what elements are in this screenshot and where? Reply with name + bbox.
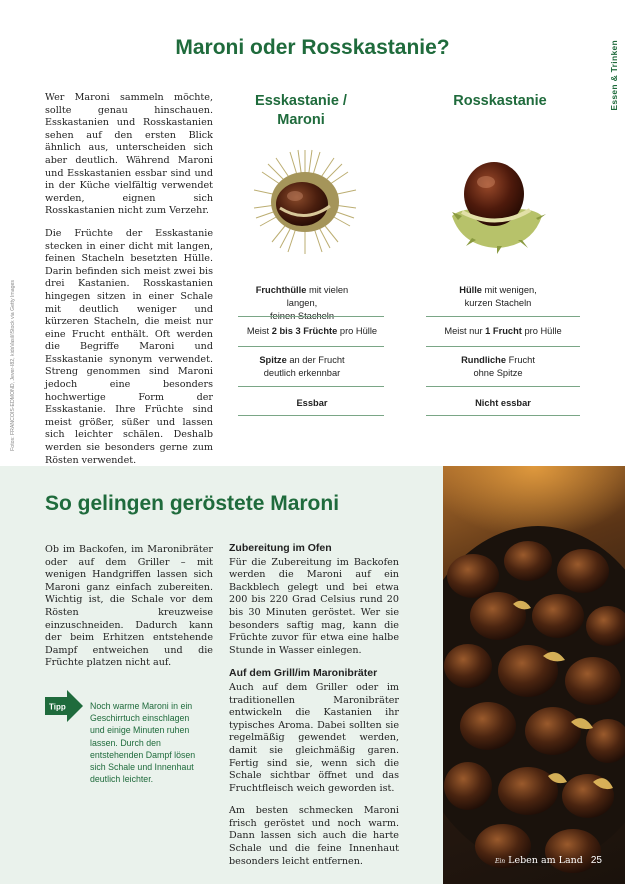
right-row-2: Meist nur 1 Frucht pro Hülle (444, 326, 562, 336)
page-number: 25 (590, 855, 602, 866)
grill-text: Auch auf dem Griller oder im traditionellen Maronibräter entwickeln die Kastanien ihr typisches Aroma. Dabei sollten sie regelmäßig gewendet werden, damit sie gleichmäßig garen. Fertig sind sie, wenn sich die Schale sichtbar öffnet und das Fruchtfleisch weich geworden ist. (229, 681, 399, 794)
roasting-methods (229, 542, 399, 878)
heading-esskastanie: Esskastanie / Maroni (255, 93, 347, 128)
esskastanie-image (250, 146, 360, 256)
oven-text: Für die Zubereitung im Backofen werden die Maroni auf ein Backblech gelegt und bei etwa 200 bis 220 Grad Celsius rund 20 bis 30 Minuten geröstet. Wer sie besonders saftig mag, kann die Früchte zuvor für etwa eine halbe Stunde in Wasser einlegen. (229, 556, 399, 656)
oven-heading: Zubereitung im Ofen (229, 542, 332, 554)
roasted-chestnuts-illustration (443, 466, 625, 884)
tipp-arrow-icon (45, 690, 83, 722)
page-title: Maroni oder Rosskastanie? (175, 36, 450, 59)
closing-text: Am besten schmecken Maroni frisch geröstet und noch warm. Dann lassen sich auch die harte Schale und die feine Innenhaut besonders leicht entfernen. (229, 805, 399, 867)
photo-credit: Fotos: FRANCOIS-EDMOND, Jever-I82, kidsVasil/iStock via Getty Images (10, 280, 16, 451)
divider (238, 346, 384, 347)
magazine-name: Leben am Land (508, 855, 583, 866)
grill-heading: Auf dem Grill/im Maronibräter (229, 667, 378, 680)
divider (426, 415, 580, 416)
left-row-4: Essbar (296, 398, 328, 408)
tipp-label: Tipp (49, 702, 66, 712)
footer-mark: Ein (495, 858, 506, 865)
divider (238, 415, 384, 416)
left-row-1: Fruchthülle mit vielen langen, feinen Stacheln (255, 285, 349, 321)
divider (426, 316, 580, 317)
left-row-3: Spitze an der Frucht deutlich erkennbar (259, 355, 345, 378)
divider (426, 346, 580, 347)
divider (238, 316, 384, 317)
roasted-chestnuts-photo (443, 466, 625, 884)
rosskastanie-image (442, 146, 552, 256)
left-row-2: Meist 2 bis 3 Früchte pro Hülle (246, 326, 378, 336)
right-row-3: Rundliche Frucht ohne Spitze (461, 355, 535, 378)
intro-paragraph-2: Die Früchte der Esskastanie stecken in einer dicht mit langen, feinen Stacheln besetzten Hülle. Darin befinden sich meist zwei bis drei Kastanien. Rosskastanien hingegen sitzen in einer Schale mit deutlich weniger und kürzeren Stacheln, die meist nur eine Frucht enthält. Oft werden die Begriffe Maroni und Esskastanie synonym verwendet. Streng genommen sind Maroni jedoch eine besonders hochwertige Form der Esskastanie. Ihre Früchte sind meist größer, süßer und lassen sich leichter schälen. Deshalb werden sie besonders gerne zum Rösten verwendet. (45, 227, 213, 466)
section-title-roasting: So gelingen geröstete Maroni (45, 492, 340, 515)
right-row-1: Hülle mit wenigen, kurzen Stacheln (459, 285, 537, 308)
page-footer (495, 855, 602, 866)
divider (426, 386, 580, 387)
intro-paragraph-1: Wer Maroni sammeln möchte, sollte genau hinschauen. Esskastanien und Rosskastanien sehen auf den ersten Blick ähnlich aus, unterscheiden sich aber deutlich. Während Maroni und Esskastanien essbar sind und in der Küche vielfältig verwendet werden, eignen sich Rosskastanien nicht zum Verzehr. (45, 92, 213, 217)
tipp-text: Noch warme Maroni in ein Geschirrtuch einschlagen und einige Minuten ruhen lassen. Durch den entstehenden Dampf lösen sich Schale und Innenhaut deutlich leichter. (90, 701, 196, 785)
divider (238, 386, 384, 387)
intro-text (45, 92, 213, 477)
heading-rosskastanie: Rosskastanie (453, 93, 547, 109)
roasting-intro: Ob im Backofen, im Maronibräter oder auf dem Griller – mit wenigen Handgriffen lassen sich Maroni ganz einfach zubereiten. Wichtig ist, die Schale vor dem Rösten kreuzweise einzuschneiden. Dadurch kann der beim Erhitzen entstehende Dampf entweichen und die Früchte platzen nicht auf. (45, 544, 213, 669)
section-tag: Essen & Trinken (609, 40, 619, 111)
right-row-4: Nicht essbar (475, 398, 531, 408)
